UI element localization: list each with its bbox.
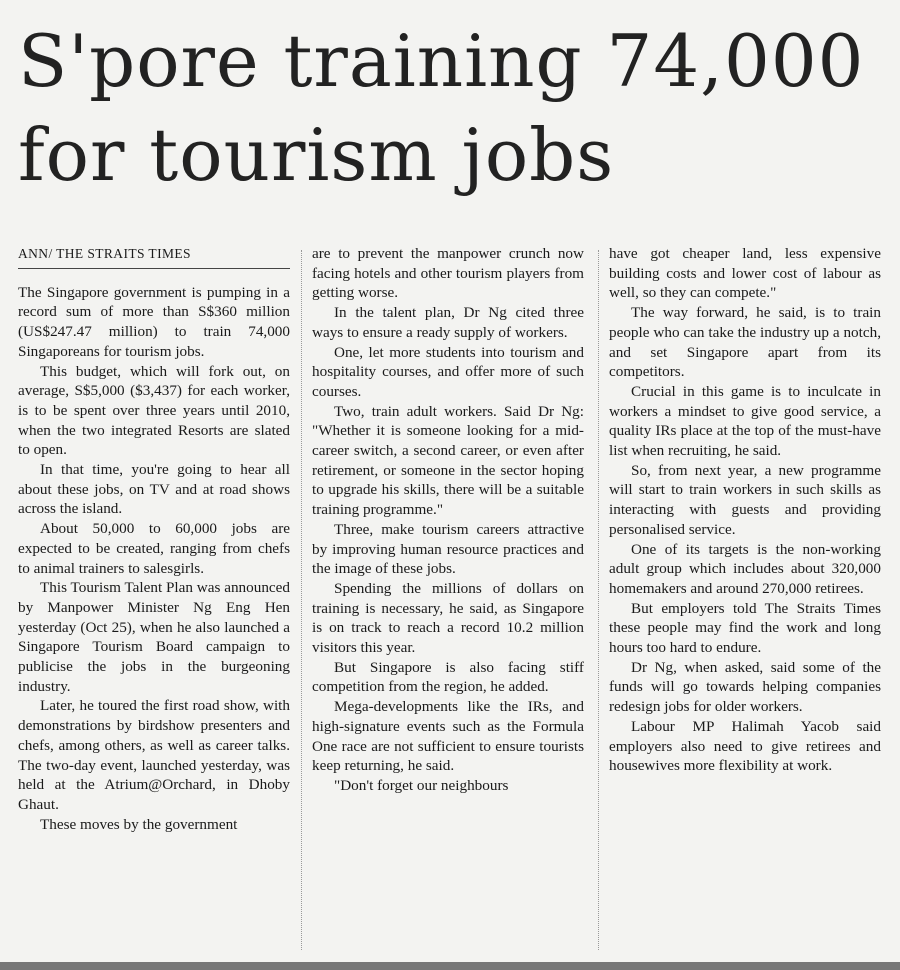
paragraph: In the talent plan, Dr Ng cited three ways to ensure a ready supply of workers. — [312, 304, 584, 341]
paragraph: About 50,000 to 60,000 jobs are expected to be created, ranging from chefs to animal trainers to salesgirls. — [18, 520, 290, 577]
column-divider — [301, 250, 302, 950]
paragraph: "Don't forget our neighbours — [334, 776, 509, 794]
paragraph: One of its targets is the non-working adult group which includes about 320,000 homemakers and around 270,000 retirees. — [609, 540, 881, 597]
paragraph: Mega-developments like the IRs, and high-signature events such as the Formula One race are not sufficient to ensure tourists keep returning, he said. — [312, 698, 584, 775]
paragraph: This Tourism Talent Plan was announced by Manpower Minister Ng Eng Hen yesterday (Oct 25), when he also launched a Singapore Tourism Board campaign to publicise the jobs in the burgeoning industry. — [18, 579, 290, 695]
paragraph: Crucial in this game is to inculcate in workers a mindset to give good service, a quality IRs place at the top of the must-have list when recruiting, he said. — [609, 382, 881, 460]
article-column-3 — [609, 244, 881, 956]
paragraph: Two, train adult workers. Said Dr Ng: "Whether it is someone looking for a mid-career switch, a second career, or even after retirement, or someone in the sector hoping to upgrade his skills, there will be a suitable training programme." — [312, 402, 584, 519]
paragraph: This budget, which will fork out, on average, S$5,000 ($3,437) for each worker, is to be spent over three years until 2010, when the two integrated Resorts are slated to open. — [18, 362, 290, 459]
paragraph: But employers told The Straits Times these people may find the work and long hours too hard to endure. — [609, 599, 881, 657]
headline-line-2: for tourism jobs — [18, 113, 615, 197]
paragraph: So, from next year, a new programme will start to train workers in such skills as interacting with guests and providing personalised service. — [609, 461, 881, 538]
paragraph: Dr Ng, when asked, said some of the funds will go towards helping companies redesign jobs for older workers. — [609, 658, 881, 716]
paragraph: Spending the millions of dollars on training is necessary, he said, as Singapore is on track to reach a record 10.2 million visitors this year. — [312, 579, 584, 657]
paragraph: have got cheaper land, less expensive building costs and lower cost of labour as well, so they can compete." — [609, 245, 881, 302]
paragraph: The Singapore government is pumping in a record sum of more than S$360 million (US$247.47 million) to train 74,000 Singaporeans for tourism jobs. — [18, 283, 290, 360]
paragraph: Three, make tourism careers attractive by improving human resource practices and the image of these jobs. — [312, 520, 584, 578]
byline: ANN/ THE STRAITS TIMES — [18, 244, 290, 269]
column-divider — [598, 250, 599, 950]
headline-line-1: S'pore training 74,000 — [18, 19, 865, 103]
paragraph: These moves by the government — [40, 815, 238, 833]
paragraph: The way forward, he said, is to train people who can take the industry up a notch, and set Singapore apart from its competitors. — [609, 304, 881, 381]
paragraph: Labour MP Halimah Yacob said employers also need to give retirees and housewives more flexibility at work. — [609, 717, 881, 775]
article-column-2 — [312, 244, 584, 956]
paragraph: But Singapore is also facing stiff competition from the region, he added. — [312, 658, 584, 696]
paragraph: Later, he toured the first road show, with demonstrations by birdshow presenters and chefs, among others, as well as career talks. The two-day event, launched yesterday, was held at the Atrium@Orchard, in Dhoby Ghaut. — [18, 697, 290, 813]
paragraph: are to prevent the manpower crunch now facing hotels and other tourism players from getting worse. — [312, 245, 584, 302]
paragraph: One, let more students into tourism and hospitality courses, and offer more of such courses. — [312, 343, 584, 400]
paragraph: In that time, you're going to hear all about these jobs, on TV and at road shows across the island. — [18, 461, 290, 518]
headline — [18, 14, 888, 202]
scan-edge — [0, 962, 900, 970]
article-column-1 — [18, 244, 290, 956]
